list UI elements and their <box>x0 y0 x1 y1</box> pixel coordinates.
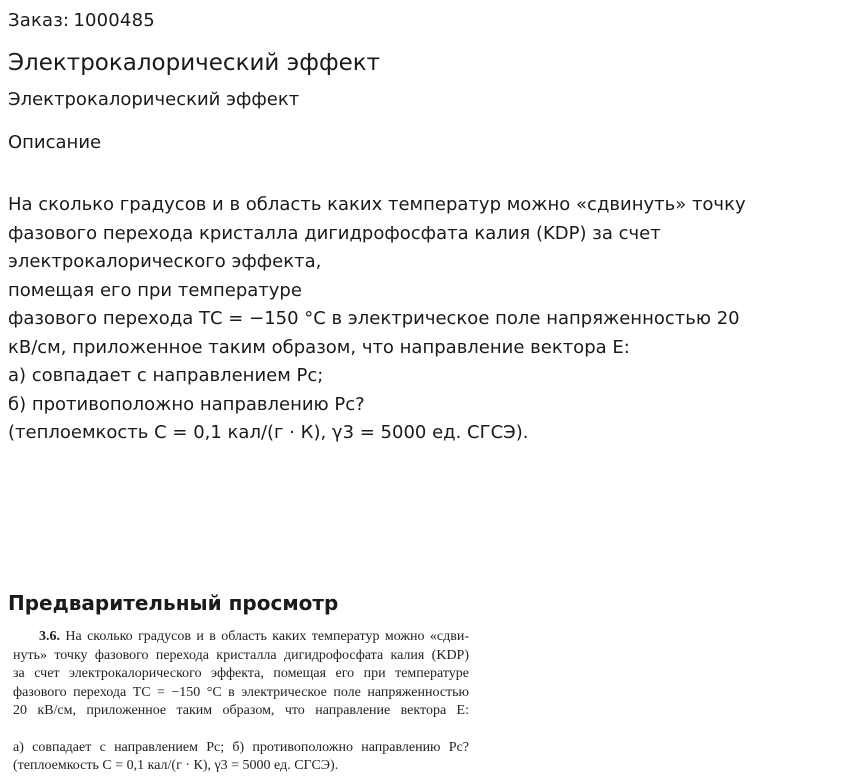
preview-line: а) совпадает с направлением Pc; б) противоположно направлению Pc? <box>13 739 469 755</box>
order-label: Заказ: <box>8 10 70 31</box>
preview-line: 3.6. На сколько градусов и в область каких температур можно «сдви- <box>39 629 469 644</box>
order-number: 1000485 <box>73 10 155 31</box>
preview-line: нуть» точку фазового перехода кристалла дигидрофосфата калия (KDP) <box>13 647 469 663</box>
description-line: кВ/см, приложенное таким образом, что направление вектора Е: <box>8 336 630 358</box>
description-line: электрокалорического эффекта, <box>8 251 322 272</box>
description-line: помещая его при температуре <box>8 279 302 301</box>
preview-image <box>13 628 469 776</box>
description-line: На сколько градусов и в область каких температур можно «сдвинуть» точку <box>8 194 746 215</box>
description-heading: Описание <box>8 132 102 153</box>
description-line: б) противоположно направлению Рс? <box>8 393 365 415</box>
preview-line: за счет электрокалорического эффекта, помещая его при температуре <box>13 666 469 681</box>
preview-spacer <box>13 721 469 739</box>
preview-line: фазового перехода TC = −150 °С в электрическое поле напряженностью <box>13 684 469 700</box>
page-subtitle: Электрокалорический эффект <box>8 89 300 110</box>
description-text <box>8 191 828 448</box>
preview-heading: Предварительный просмотр <box>8 591 339 615</box>
description-line: фазового перехода кристалла дигидрофосфата калия (KDP) за счет <box>8 222 661 244</box>
description-line: (теплоемкость С = 0,1 кал/(г · К), γ3 = 5000 ед. СГСЭ). <box>8 422 529 443</box>
page-title: Электрокалорический эффект <box>8 50 381 76</box>
order-info <box>8 9 155 33</box>
description-line: фазового перехода ТС = −150 °С в электрическое поле напряженностью 20 <box>8 308 740 329</box>
preview-line: (теплоемкость C = 0,1 кал/(г · К), γ3 = 5000 ед. СГСЭ). <box>13 758 339 773</box>
preview-line: 20 кВ/см, приложенное таким образом, что направление вектора E: <box>13 703 469 718</box>
description-line: а) совпадает с направлением Рс; <box>8 365 324 386</box>
problem-number: 3.6. <box>39 629 60 644</box>
